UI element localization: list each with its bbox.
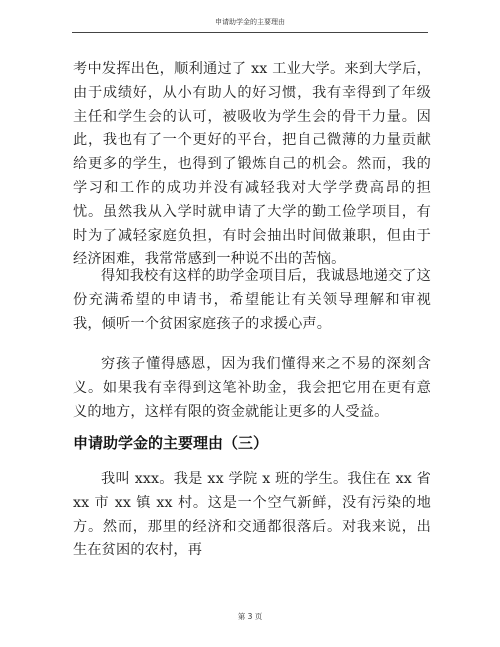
section-heading: 申请助学金的主要理由（三） [73, 434, 269, 452]
page-number: 第 3 页 [237, 612, 263, 621]
body-paragraph-3: 穷孩子懂得感恩，因为我们懂得来之不易的深刻含义。如果我有幸得到这笔补助金，我会把它用在更有意义的地方，这样有限的资金就能让更多的人受益。 [73, 356, 431, 420]
header-divider [72, 32, 428, 33]
body-paragraph-2: 得知我校有这样的助学金项目后，我诚恳地递交了这份充满希望的申请书，希望能让有关领导理解和审视我，倾听一个贫困家庭孩子的求援心声。 [73, 268, 431, 332]
body-paragraph-1: 考中发挥出色，顺利通过了 xx 工业大学。来到大学后，由于成绩好，从小有助人的好习惯，我有幸得到了年级主任和学生会的认可，被吸收为学生会的骨干力量。因此，我也有了一个更好的平台，把自己微薄的力量贡献给更多的学生，也得到了锻炼自己的机会。然而，我的学习和工作的成功并没有减轻我对大学学费高昂的担忧。虽然我从入学时就申请了大学的勤工俭学项目，有时为了减轻家庭负担，有时会抽出时间做兼职，但由于经济困难，我常常感到一种说不出的苦恼。 [73, 61, 431, 268]
page-header-title: 申请助学金的主要理由 [215, 18, 285, 26]
body-paragraph-4: 我叫 xxx。我是 xx 学院 x 班的学生。我住在 xx 省 xx 市 xx 镇 xx 村。这是一个空气新鲜，没有污染的地方。然而，那里的经济和交通都很落后。对我来说，出生在贫困的农村，再 [73, 471, 431, 559]
